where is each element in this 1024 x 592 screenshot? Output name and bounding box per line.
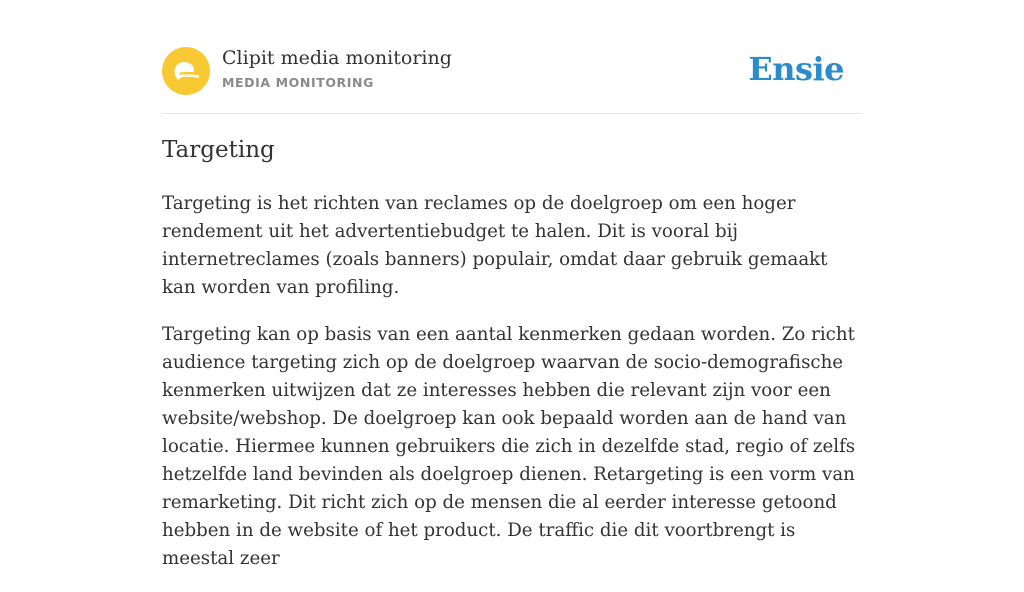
source-logo[interactable] [162,47,210,95]
brand-logo[interactable]: Ensie [748,50,844,88]
source-category: MEDIA MONITORING [222,75,374,90]
paragraph: Targeting is het richten van reclames op de doelgroep om een hoger rendement uit het advertentiebudget te halen. Dit is vooral bij internetreclames (zoals banners) populair, omdat daar gebruik gemaakt kan worden van profiling. [162,193,828,298]
header [162,46,862,114]
paragraph: Targeting kan op basis van een aantal kenmerken gedaan worden. Zo richt audience targeting zich op de doelgroep waarvan de socio-demografische kenmerken uitwijzen dat ze interesses hebben die relevant zijn voor een website/webshop. De doelgroep kan ook bepaald worden aan de hand van locatie. Hiermee kunnen gebruikers die zich in dezelfde stad, regio of zelfs hetzelfde land bevinden als doelgroep dienen. Retargeting is een vorm van remarketing. Dit richt zich op de mensen die al eerder interesse getoond hebben in de website of het product. De traffic die dit voortbrengt is meestal zeer [162,324,856,569]
source-name[interactable]: Clipit media monitoring [222,47,452,69]
header-divider [162,113,862,114]
article-body [162,190,862,592]
speech-bubble-icon [162,47,210,95]
page-title: Targeting [162,137,275,163]
